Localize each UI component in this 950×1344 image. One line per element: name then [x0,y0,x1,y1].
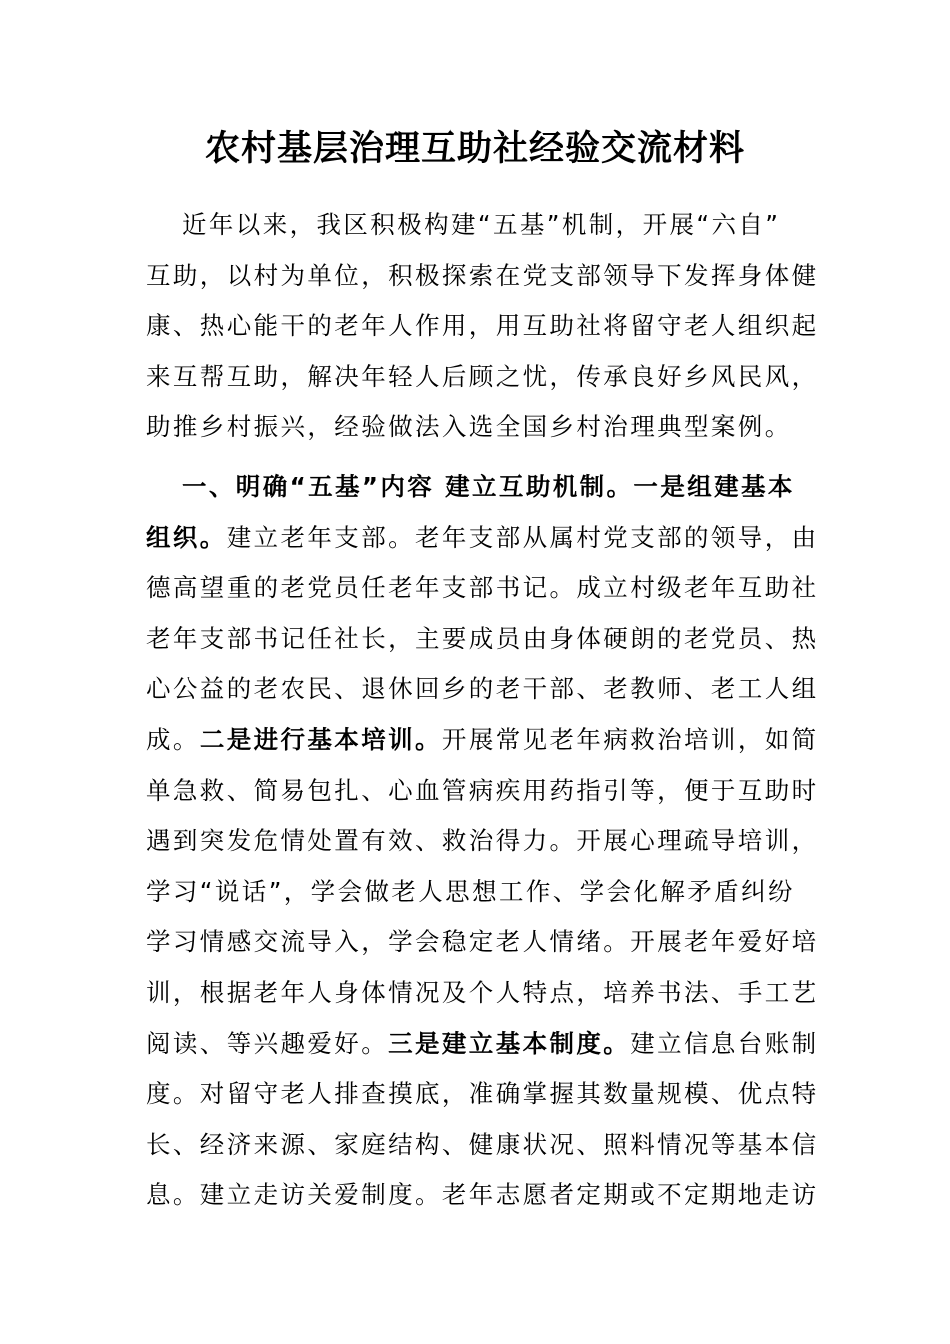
document-title: 农村基层治理互助社经验交流材料 [204,128,745,169]
text-line: 心公益的老农民、退休回乡的老干部、老教师、老工人组 [146,674,819,704]
bold-phrase: 二是进行基本培训。 [199,724,442,754]
text-line: 遇到突发危情处置有效、救治得力。开展心理疏导培训， [146,826,819,856]
text-line [146,715,819,766]
text-line: 老年支部书记任社长，主要成员由身体硬朗的老党员、热 [146,623,819,653]
text-line: 助推乡村振兴，经验做法入选全国乡村治理典型案例。 [146,412,792,442]
text-run: 建立老年支部。老年支部从属村党支部的领导，由 [226,522,819,552]
text-run: 成。 [146,724,200,754]
bold-phrase: 三是建立基本制度。 [388,1028,631,1058]
section-heading-line: 一、明确“五基”内容 建立互助机制。一是组建基本 [182,472,795,501]
text-line [146,513,819,564]
text-line: 度。对留守老人排查摸底，准确掌握其数量规模、优点特 [146,1079,819,1109]
section-one-paragraph [146,462,819,1221]
text-run: 开展常见老年病救治培训，如简 [441,724,819,754]
text-line: 学习“说话”，学会做老人思想工作、学会化解矛盾纠纷 [146,876,795,906]
text-line: 训，根据老年人身体情况及个人特点，培养书法、手工艺 [146,977,819,1007]
text-line: 近年以来，我区积极构建“五基”机制，开展“六自” [182,210,781,239]
text-run: 阅读、等兴趣爱好。 [146,1028,389,1058]
text-line: 来互帮互助，解决年轻人后顾之忧，传承良好乡风民风， [146,361,819,391]
text-line: 长、经济来源、家庭结构、健康状况、照料情况等基本信 [146,1129,819,1159]
text-line: 息。建立走访关爱制度。老年志愿者定期或不定期地走访 [146,1180,819,1210]
text-run: 建立信息台账制 [630,1028,819,1058]
text-line: 互助，以村为单位，积极探索在党支部领导下发挥身体健 [146,260,819,290]
bold-phrase: 组织。 [146,522,227,552]
intro-paragraph [146,200,819,453]
text-line: 学习情感交流导入，学会稳定老人情绪。开展老年爱好培 [146,927,819,957]
text-line: 单急救、简易包扎、心血管病疾用药指引等，便于互助时 [146,775,819,805]
text-line: 康、热心能干的老年人作用，用互助社将留守老人组织起 [146,311,819,341]
text-line [146,1019,819,1070]
text-line: 德高望重的老党员任老年支部书记。成立村级老年互助社 [146,573,819,603]
